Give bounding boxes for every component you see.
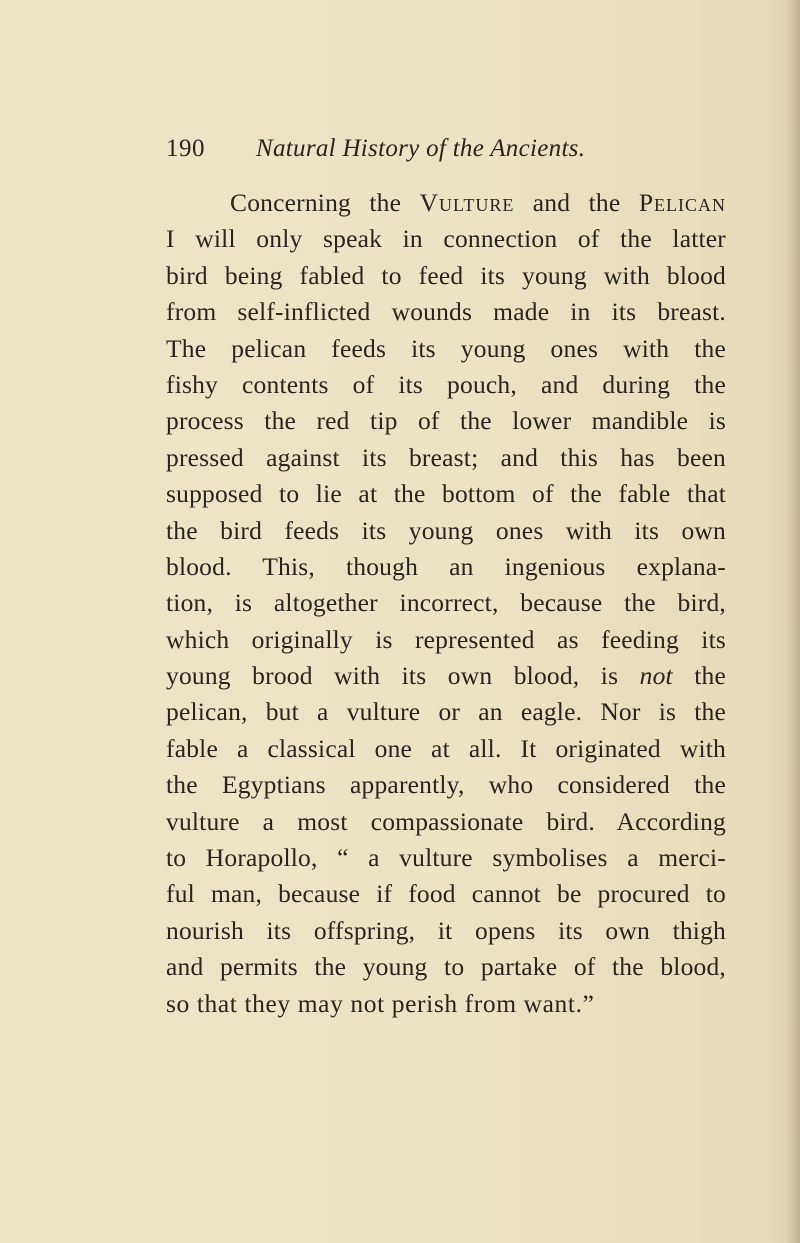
text-line: fishy contents of its pouch, and during the [166,369,726,399]
text-line: vulture a most compassionate bird. According [166,806,726,836]
text-line [166,185,726,221]
text-line: from self-inflicted wounds made in its breast. [166,297,726,327]
text-line: the Egyptians apparently, who considered the [166,770,726,800]
page-header [166,131,636,167]
text-line: which originally is represented as feeding its [166,624,726,654]
text-line: and permits the young to partake of the blood, [166,952,726,982]
running-title: Natural History of the Ancients. [256,135,586,162]
text-line: I will only speak in connection of the latter [166,224,726,254]
text-line: The pelican feeds its young ones with the [166,333,726,363]
text-fragment: Concerning the [230,188,420,217]
page-number: 190 [166,135,205,162]
text-line: to Horapollo, “ a vulture symbolises a merci- [166,843,726,873]
text-line: bird being fabled to feed its young with blood [166,260,726,290]
text-line: supposed to lie at the bottom of the fable that [166,479,726,509]
text-line: so that they may not perish from want.” [166,988,595,1018]
text-fragment: and the [514,188,639,217]
page-edge-shadow [786,0,800,1243]
text-fragment: young brood with its own blood, is [166,661,640,691]
body-paragraph [166,185,726,1022]
text-line [166,658,726,694]
text-line: blood. This, though an ingenious explana- [166,551,726,581]
text-line: tion, is altogether incorrect, because the bird, [166,588,726,618]
text-line: ful man, because if food cannot be procured to [166,879,726,909]
text-line: process the red tip of the lower mandible is [166,406,726,436]
text-line: pelican, but a vulture or an eagle. Nor is the [166,697,726,727]
text-line: the bird feeds its young ones with its own [166,515,726,545]
small-caps-term: Pelican [638,188,726,217]
text-fragment: the [672,661,726,691]
text-line: fable a classical one at all. It originated with [166,733,726,763]
italic-emphasis: not [639,661,673,691]
text-line: nourish its offspring, it opens its own thigh [166,915,726,945]
text-line: pressed against its breast; and this has been [166,442,726,472]
small-caps-term: Vulture [419,188,515,217]
